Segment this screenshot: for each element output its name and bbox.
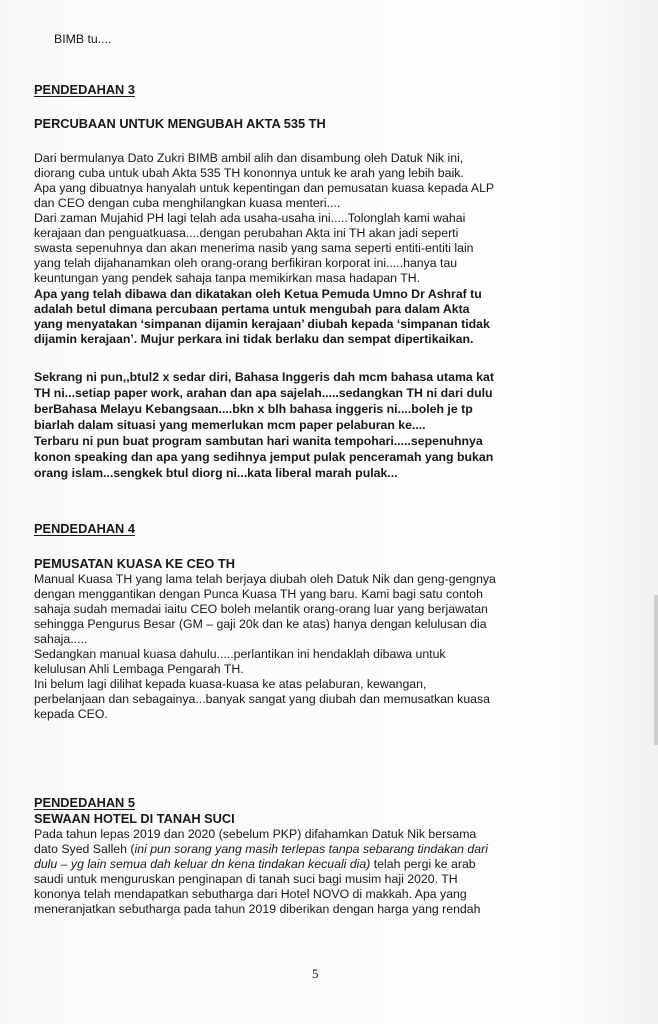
paragraph-line (34, 842, 488, 857)
text-normal: telah pergi ke arab (370, 857, 476, 871)
bold-paragraph-line: yang menyatakan ‘simpanan dijamin kerajaan’ diubah kepada ‘simpanan tidak (34, 317, 490, 331)
section-title-4: PEMUSATAN KUASA KE CEO TH (34, 556, 235, 571)
paragraph-line: dan CEO dengan cuba menghilangkan kuasa menteri.... (34, 196, 341, 210)
paragraph-line: yang telah dijahanamkan oleh orang-orang berfikiran korporat ini.....hanya tau (34, 256, 458, 270)
paragraph-line: kononya telah mendapatkan sebutharga dari Hotel NOVO di makkah. Apa yang (34, 887, 467, 901)
paragraph-line: sehingga Pengurus Besar (GM – gaji 20k dan ke atas) hanya dengan kelulusan dia (34, 617, 487, 631)
paragraph-line: dengan menggantikan dengan Punca Kuasa TH yang baru. Kami bagi satu contoh (34, 587, 483, 601)
paragraph-line: Sedangkan manual kuasa dahulu.....perlantikan ini hendaklah dibawa untuk (34, 647, 446, 661)
bold-paragraph-line: dijamin kerajaan’. Mujur perkara ini tidak berlaku dan sempat dipertikaikan. (34, 332, 474, 346)
paragraph-line: kepada CEO. (34, 707, 108, 721)
section-label-5: PENDEDAHAN 5 (34, 795, 135, 810)
text-normal: dato Syed Salleh ( (34, 842, 135, 856)
bold-paragraph-line: adalah betul dimana percubaan pertama untuk mengubah para dalam Akta (34, 302, 470, 316)
paragraph-line: keuntungan yang pendek sahaja tanpa memikirkan masa hadapan TH. (34, 271, 421, 285)
paragraph-line: Manual Kuasa TH yang lama telah berjaya diubah oleh Datuk Nik dan geng-gengnya (34, 572, 496, 586)
paragraph-line: saudi untuk menguruskan penginapan di tanah suci bagi musim haji 2020. TH (34, 872, 458, 886)
bold-paragraph-line: Terbaru ni pun buat program sambutan hari wanita tempohari.....sepenuhnya (34, 434, 483, 448)
bold-paragraph-line: biarlah dalam situasi yang memerlukan mcm paper pelaburan ke.... (34, 418, 426, 432)
paragraph-line: Dari bermulanya Dato Zukri BIMB ambil alih dan disambung oleh Datuk Nik ini, (34, 151, 464, 165)
section-title-3: PERCUBAAN UNTUK MENGUBAH AKTA 535 TH (34, 116, 326, 131)
text-italic: ini pun sorang yang masih terlepas tanpa sebarang tindakan dari (134, 842, 488, 856)
bold-paragraph-line: orang islam...sengkek btul diorg ni...kata liberal marah pulak... (34, 466, 398, 480)
paragraph-line: swasta sepenuhnya dan akan menerima nasib yang sama seperti entiti-entiti lain (34, 241, 474, 255)
bold-paragraph-line: Apa yang telah dibawa dan dikatakan oleh Ketua Pemuda Umno Dr Ashraf tu (34, 287, 482, 301)
page-edge-shadow (654, 595, 658, 745)
paragraph-line: Apa yang dibuatnya hanyalah untuk kepentingan dan pemusatan kuasa kepada ALP (34, 181, 495, 195)
bold-paragraph-line: Sekrang ni pun,,btul2 x sedar diri, Bahasa Inggeris dah mcm bahasa utama kat (34, 370, 494, 384)
paragraph-line: Pada tahun lepas 2019 dan 2020 (sebelum PKP) difahamkan Datuk Nik bersama (34, 827, 477, 841)
text-italic: dulu – yg lain semua dah keluar dn kena tindakan kecuali dia) (34, 857, 371, 871)
section-title-5: SEWAAN HOTEL DI TANAH SUCI (34, 811, 235, 826)
bold-paragraph-line: konon speaking dan apa yang sedihnya jemput pulak penceramah yang bukan (34, 450, 494, 464)
paragraph-line: kerajaan dan penguatkuasa....dengan perubahan Akta ini TH akan jadi seperti (34, 226, 459, 240)
paragraph-line: kelulusan Ahli Lembaga Pengarah TH. (34, 662, 244, 676)
bold-paragraph-line: TH ni...setiap paper work, arahan dan apa sajelah.....sedangkan TH ni dari dulu (34, 386, 493, 400)
paragraph-line: meneranjatkan sebutharga pada tahun 2019 diberikan dengan harga yang rendah (34, 902, 481, 916)
paragraph-line: sahaja sudah memadai iaitu CEO boleh melantik orang-orang luar yang berjawatan (34, 602, 488, 616)
section-label-3: PENDEDAHAN 3 (34, 82, 135, 97)
top-note: BIMB tu.... (54, 32, 112, 46)
paragraph-line: sahaja..... (34, 632, 88, 646)
page-number: 5 (312, 966, 319, 981)
paragraph-line (34, 857, 476, 872)
section-label-4: PENDEDAHAN 4 (34, 521, 135, 536)
paragraph-line: diorang cuba untuk ubah Akta 535 TH kononnya untuk ke arah yang lebih baik. (34, 166, 464, 180)
bold-paragraph-line: berBahasa Melayu Kebangsaan....bkn x blh bahasa inggeris ni....boleh je tp (34, 402, 473, 416)
paragraph-line: Dari zaman Mujahid PH lagi telah ada usaha-usaha ini.....Tolonglah kami wahai (34, 211, 466, 225)
paragraph-line: Ini belum lagi dilihat kepada kuasa-kuasa ke atas pelaburan, kewangan, (34, 677, 427, 691)
paragraph-line: perbelanjaan dan sebagainya...banyak sangat yang diubah dan memusatkan kuasa (34, 692, 490, 706)
